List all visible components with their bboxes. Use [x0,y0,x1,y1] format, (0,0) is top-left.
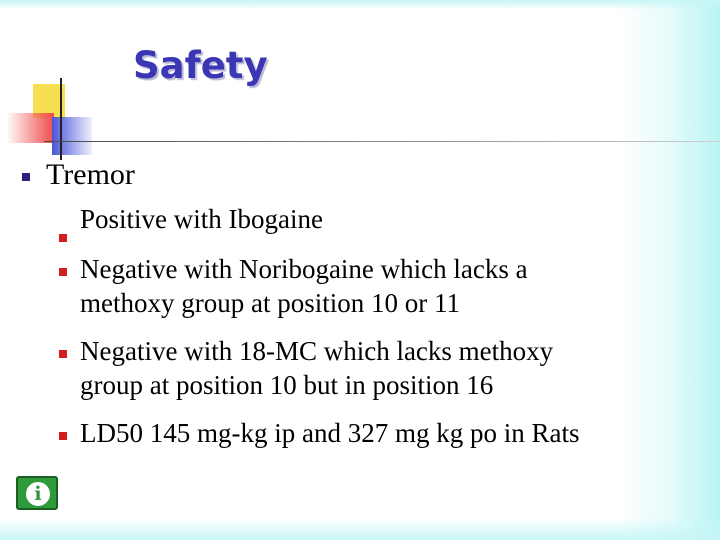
info-glyph: i [26,482,50,506]
title-underline [44,141,720,142]
sub-bullet-line: methoxy group at position 10 or 11 [80,288,460,318]
sub-bullet-line: Negative with 18-MC which lacks methoxy [80,336,554,366]
info-icon[interactable] [16,476,58,510]
red-square [8,113,54,143]
blue-square [52,117,92,155]
sub-bullet-noribogaine [80,252,680,320]
slide-title: Safety [133,44,268,87]
sub-bullet-marker [59,234,67,242]
sub-bullet-line: Negative with Noribogaine which lacks a [80,254,528,284]
bullet-marker [22,173,30,181]
sub-bullet-ibogaine [80,202,680,236]
sub-bullet-marker [59,268,67,276]
sub-bullet-line: group at position 10 but in position 16 [80,370,494,400]
vertical-rule [60,78,62,160]
bullet-tremor: Tremor [46,158,135,191]
sub-bullet-line: Positive with Ibogaine [80,204,323,234]
sub-bullet-18mc [80,334,680,402]
sub-bullet-marker [59,350,67,358]
sub-bullet-line: LD50 145 mg-kg ip and 327 mg kg po in Rats [80,418,580,448]
bottom-glow [0,518,720,540]
sub-bullet-ld50 [80,416,680,450]
top-glow [0,0,720,10]
sub-bullet-marker [59,432,67,440]
